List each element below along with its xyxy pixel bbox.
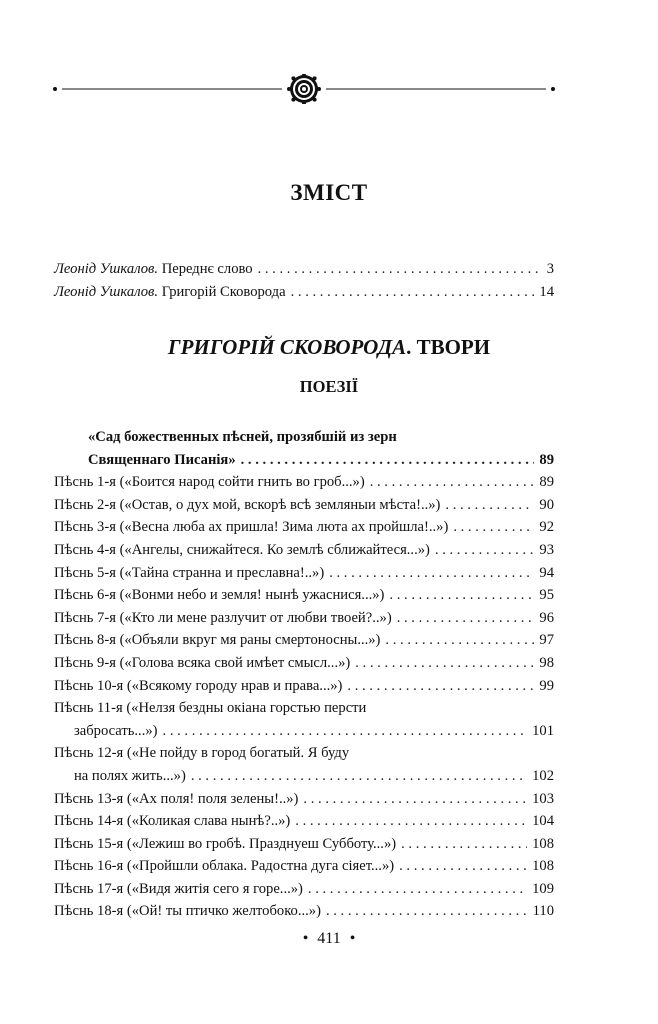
toc-entry[interactable] — [54, 516, 554, 539]
entry-page: 110 — [532, 903, 554, 920]
section-author: ГРИГОРІЙ СКОВОРОДА — [167, 335, 407, 359]
cycle-title-line1[interactable]: «Сад божественных пѣсней, прозябшій из зерн — [88, 429, 397, 445]
toc-entry[interactable] — [54, 494, 554, 517]
folio-bullet-right: • — [349, 930, 356, 947]
entry-page: 94 — [539, 564, 554, 581]
toc-entry[interactable] — [54, 900, 554, 923]
toc-entry[interactable] — [54, 810, 554, 833]
entry-author: Леонід Ушкалов. — [54, 283, 159, 300]
entry-title: Пѣснь 8-я («Объяли вкруг мя раны смертоносны...») — [54, 632, 381, 649]
dot-leader — [385, 629, 534, 652]
toc-entry[interactable] — [54, 765, 554, 788]
toc-intro-list — [54, 258, 554, 303]
entry-page: 104 — [532, 813, 554, 830]
dot-leader — [370, 471, 535, 494]
entry-title: Переднє слово — [161, 261, 253, 277]
dot-leader — [326, 900, 528, 923]
toc-entry[interactable] — [54, 281, 554, 304]
entry-title: Пѣснь 18-я («Ой! ты птичко желтобоко...») — [54, 903, 321, 920]
entry-title: Пѣснь 4-я («Ангелы, снижайтеся. Ко землѣ сближайтеся...») — [54, 541, 430, 558]
entry-page: 96 — [539, 609, 554, 626]
entry-page: 109 — [532, 880, 554, 897]
section-works: . ТВОРИ — [406, 335, 491, 359]
dot-leader — [329, 562, 534, 585]
dot-leader — [435, 539, 535, 562]
entry-page: 89 — [539, 451, 554, 468]
header-ornament — [52, 74, 556, 104]
entry-page: 98 — [539, 654, 554, 671]
entry-page: 14 — [539, 283, 554, 300]
toc-entry[interactable] — [54, 878, 554, 901]
entry-title: Пѣснь 13-я («Ах поля! поля зелены!..») — [54, 790, 299, 807]
entry-title: Пѣснь 6-я («Вонми небо и земля! нынѣ ужаснися...») — [54, 587, 385, 604]
toc-entry[interactable] — [54, 607, 554, 630]
entry-page: 90 — [539, 496, 554, 513]
toc-poems-list — [54, 426, 554, 923]
entry-page: 103 — [532, 790, 554, 807]
dot-leader — [308, 878, 527, 901]
dot-leader — [191, 765, 527, 788]
toc-entry[interactable] — [54, 539, 554, 562]
entry-page: 102 — [532, 767, 554, 784]
dot-leader — [241, 449, 535, 472]
toc-entry[interactable] — [54, 855, 554, 878]
toc-entry[interactable] — [54, 584, 554, 607]
sun-flower-ornament-icon — [287, 74, 321, 104]
entry-title: забросать...») — [74, 722, 158, 739]
dot-leader — [303, 788, 527, 811]
page-title: ЗМІСТ — [290, 180, 368, 205]
toc-entry[interactable] — [54, 675, 554, 698]
entry-title: Пѣснь 10-я («Всякому городу нрав и права...») — [54, 677, 343, 694]
page-folio — [0, 930, 658, 948]
toc-entry[interactable] — [54, 833, 554, 856]
song-11-line1[interactable]: Пѣснь 11-я («Нелзя бездны окіана горстью персти — [54, 700, 367, 717]
toc-entry[interactable] — [54, 788, 554, 811]
ornament-dot-right — [551, 87, 555, 91]
folio-bullet-left: • — [302, 930, 309, 947]
entry-author: Леонід Ушкалов. — [54, 261, 159, 277]
entry-page: 101 — [532, 722, 554, 739]
entry-page: 3 — [546, 261, 554, 277]
song-12-line1[interactable]: Пѣснь 12-я («Не пойду в город богатый. Я буду — [54, 745, 350, 762]
subsection-heading: ПОЕЗІЇ — [299, 377, 359, 396]
toc-entry[interactable] — [54, 629, 554, 652]
ornament-dot-left — [53, 87, 57, 91]
toc-entry[interactable] — [54, 652, 554, 675]
entry-title: Григорій Сковорода — [161, 283, 286, 300]
entry-title: Пѣснь 9-я («Голова всяка свой имѣет смысл...») — [54, 654, 351, 671]
entry-title: Пѣснь 5-я («Тайна странна и преславна!..») — [54, 564, 325, 581]
entry-page: 89 — [539, 474, 554, 491]
entry-page: 95 — [539, 587, 554, 604]
dot-leader — [258, 258, 542, 281]
dot-leader — [453, 516, 534, 539]
entry-title: Пѣснь 2-я («Остав, о дух мой, вскорѣ всѣ земляныи мѣста!..») — [54, 496, 441, 513]
entry-page: 92 — [539, 519, 554, 536]
toc-entry[interactable] — [54, 562, 554, 585]
dot-leader — [163, 720, 528, 743]
dot-leader — [355, 652, 534, 675]
entry-page: 108 — [532, 835, 554, 852]
entry-title: Пѣснь 7-я («Кто ли мене разлучит от любви твоей?..») — [54, 609, 392, 626]
section-heading — [0, 335, 658, 360]
dot-leader — [295, 810, 527, 833]
entry-title: Пѣснь 14-я («Коликая слава нынѣ?..») — [54, 813, 291, 830]
dot-leader — [445, 494, 534, 517]
dot-leader — [347, 675, 534, 698]
dot-leader — [401, 833, 527, 856]
entry-title: Пѣснь 17-я («Видя житія сего я горе...») — [54, 880, 303, 897]
entry-title: Пѣснь 3-я («Весна люба ах пришла! Зима люта ах пройшла!..») — [54, 519, 449, 536]
entry-page: 99 — [539, 677, 554, 694]
entry-title: на полях жить...») — [74, 767, 186, 784]
dot-leader — [389, 584, 534, 607]
page-number: 411 — [317, 930, 341, 947]
dot-leader — [397, 607, 535, 630]
dot-leader — [291, 281, 535, 304]
entry-page: 93 — [539, 541, 554, 558]
toc-entry[interactable] — [54, 471, 554, 494]
entry-page: 108 — [532, 858, 554, 875]
entry-title: Пѣснь 1-я («Боится народ сойти гнить во гроб...») — [54, 474, 365, 491]
entry-page: 97 — [539, 632, 554, 649]
dot-leader — [399, 855, 527, 878]
toc-entry[interactable] — [54, 258, 554, 281]
toc-entry-cycle[interactable] — [54, 449, 554, 472]
cycle-title-line2: Священнаго Писанія» — [88, 451, 236, 468]
entry-title: Пѣснь 16-я («Пройшли облака. Радостна дуга сіяет...») — [54, 858, 395, 875]
toc-entry[interactable] — [54, 720, 554, 743]
entry-title: Пѣснь 15-я («Лежиш во гробѣ. Празднуеш Субботу...») — [54, 835, 397, 852]
